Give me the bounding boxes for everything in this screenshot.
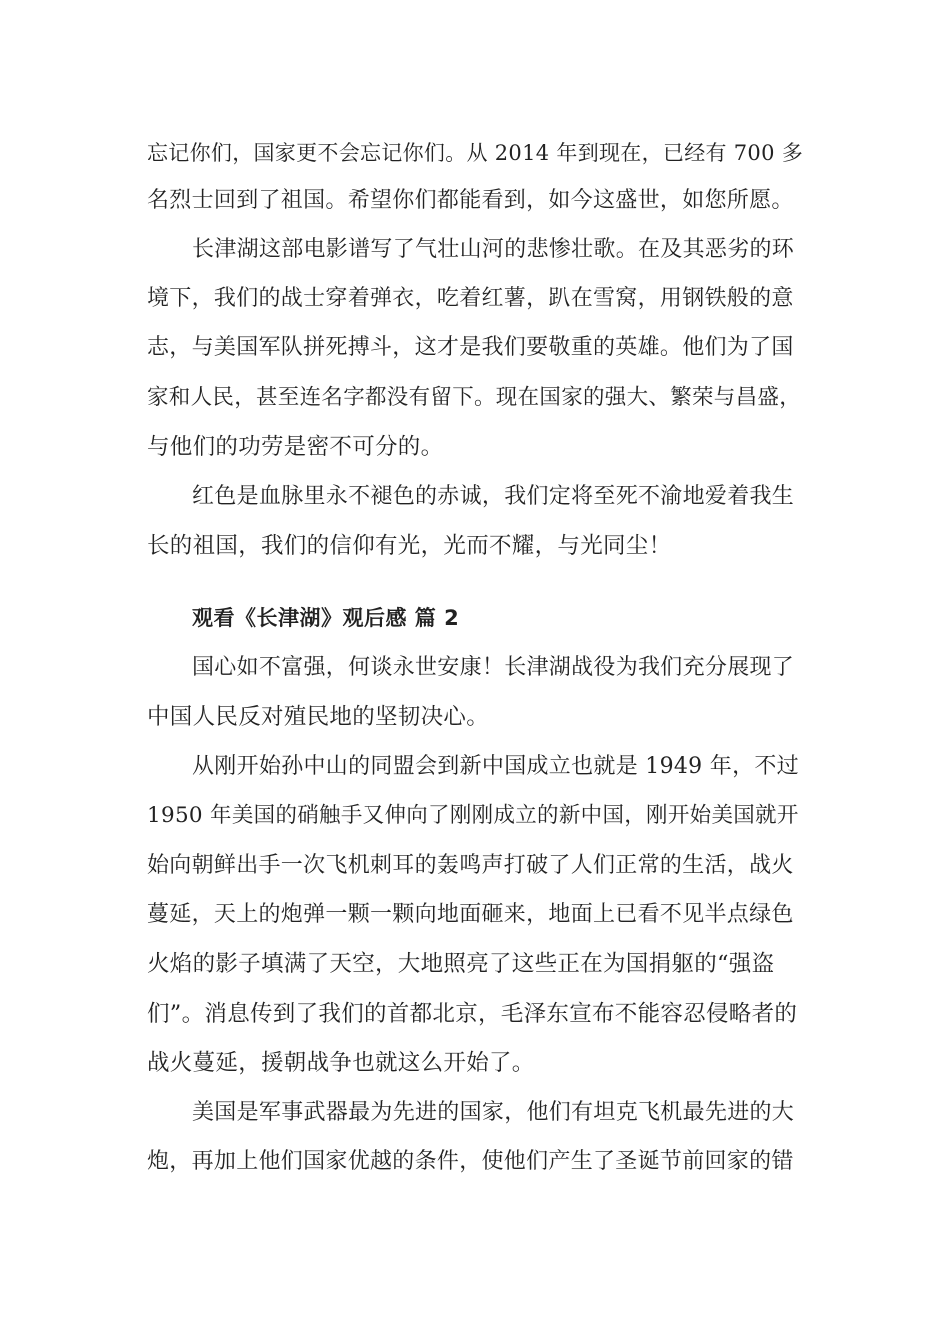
text-line: 忘记你们，国家更不会忘记你们。从 2014 年到现在，已经有 700 多 [147, 141, 804, 165]
text-line: 家和人民，甚至连名字都没有留下。现在国家的强大、繁荣与昌盛， [147, 385, 802, 410]
text-line: 志，与美国军队拼死搏斗，这才是我们要敬重的英雄。他们为了国 [147, 335, 794, 360]
text-line: 长津湖这部电影谱写了气壮山河的悲惨壮歌。在及其恶劣的环 [192, 237, 795, 262]
text-line: 炮，再加上他们国家优越的条件，使他们产生了圣诞节前回家的错 [147, 1149, 794, 1174]
text-line: 红色是血脉里永不褪色的赤诚，我们定将至死不渝地爱着我生 [192, 484, 795, 509]
text-line: 始向朝鲜出手一次飞机刺耳的轰鸣声打破了人们正常的生活，战火 [147, 853, 794, 878]
text-line: 美国是军事武器最为先进的国家，他们有坦克飞机最先进的大 [192, 1100, 795, 1125]
text-line: 长的祖国，我们的信仰有光，光而不耀，与光同尘！ [147, 533, 672, 559]
text-line: 中国人民反对殖民地的坚韧决心。 [147, 704, 490, 730]
text-line: 1950 年美国的硝触手又伸向了刚刚成立的新中国，刚开始美国就开 [147, 803, 799, 828]
text-line: 从刚开始孙中山的同盟会到新中国成立也就是 1949 年，不过 [192, 754, 799, 779]
text-line: 战火蔓延，援朝战争也就这么开始了。 [147, 1050, 535, 1076]
text-line: 们”。消息传到了我们的首都北京，毛泽东宣布不能容忍侵略者的 [147, 1001, 798, 1027]
section-heading: 观看《长津湖》观后感 篇 2 [192, 606, 460, 630]
text-line: 名烈士回到了祖国。希望你们都能看到，如今这盛世，如您所愿。 [147, 188, 794, 213]
text-line: 与他们的功劳是密不可分的。 [147, 434, 444, 460]
text-line: 火焰的影子填满了天空，大地照亮了这些正在为国捐躯的“强盗 [147, 951, 775, 977]
text-line: 境下，我们的战士穿着弹衣，吃着红薯，趴在雪窝，用钢铁般的意 [147, 286, 794, 311]
text-line: 国心如不富强，何谈永世安康！长津湖战役为我们充分展现了 [192, 655, 795, 680]
text-line: 蔓延，天上的炮弹一颗一颗向地面砸来，地面上已看不见半点绿色 [147, 902, 794, 927]
